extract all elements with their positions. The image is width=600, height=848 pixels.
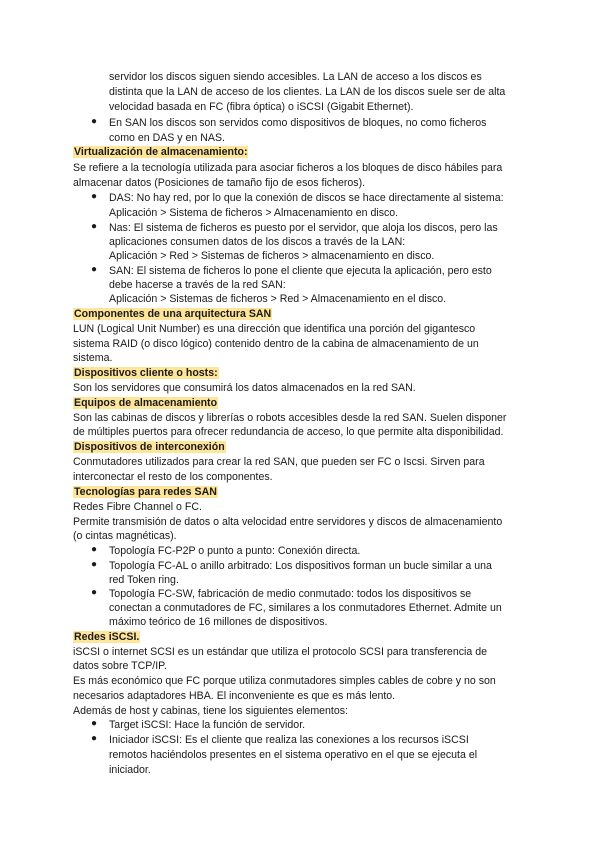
text-line: iSCSI o internet SCSI es un estándar que utiliza el protocolo SCSI para transferencia de (73, 646, 487, 658)
section-heading: Virtualización de almacenamiento: (74, 146, 248, 158)
bullet-icon: ● (91, 544, 98, 555)
section-heading: Componentes de una arquitectura SAN (74, 308, 272, 320)
text-line: distinta que la LAN de acceso de los clientes. La LAN de los discos suele ser de alta (109, 86, 506, 98)
text-line: Es más económico que FC porque utiliza conmutadores simples cables de cobre y no son (73, 675, 496, 687)
text-line: necesarios adaptadores HBA. El inconveniente es que es más lento. (73, 690, 396, 702)
list-item: Iniciador iSCSI: Es el cliente que realiza las conexiones a los recursos iSCSI (109, 734, 469, 746)
list-item: Aplicación > Red > Sistemas de ficheros > almacenamiento en disco. (109, 250, 435, 262)
text-line: servidor los discos siguen siendo accesibles. La LAN de acceso a los discos es (109, 71, 482, 83)
text-line: Redes Fibre Channel o FC. (73, 501, 202, 513)
section-heading: Equipos de almacenamiento (74, 397, 218, 409)
bullet-icon: ● (91, 264, 98, 275)
text-line: Permite transmisión de datos o alta velocidad entre servidores y discos de almacenamiento (73, 516, 503, 528)
section-heading: Dispositivos cliente o hosts: (74, 367, 218, 379)
list-item: Target iSCSI: Hace la función de servidor. (109, 719, 306, 731)
list-item: Aplicación > Sistema de ficheros > Almacenamiento en disco. (109, 207, 399, 219)
bullet-icon: ● (91, 718, 98, 729)
list-item: En SAN los discos son servidos como dispositivos de bloques, no como ficheros (109, 117, 487, 129)
list-item: Topología FC-SW, fabricación de medio conmutado: todos los dispositivos se (109, 588, 472, 600)
text-line: de múltiples puertos para ofrecer redundancia de acceso, lo que permite alta disponibilidad. (73, 426, 504, 438)
text-line: sistema. (73, 352, 113, 364)
list-item: aplicaciones consumen datos de los discos a través de la LAN: (109, 236, 406, 248)
bullet-icon: ● (91, 116, 98, 127)
text-line: (o cintas magnéticas). (73, 530, 177, 542)
list-item: Topología FC-AL o anillo arbitrado: Los dispositivos forman un bucle similar a una (109, 560, 492, 572)
text-line: Son los servidores que consumirá los datos almacenados en la red SAN. (73, 382, 416, 394)
text-line: datos sobre TCP/IP. (73, 660, 167, 672)
list-item: debe hacerse a través de la red SAN: (109, 279, 286, 291)
text-line: Conmutadores utilizados para crear la red SAN, que pueden ser FC o Iscsi. Sirven para (73, 456, 485, 468)
list-item: conectan a conmutadores de FC, similares a los conmutadores Ethernet. Admite un (109, 602, 502, 614)
text-line: Se refiere a la tecnología utilizada para asociar ficheros a los bloques de disco hábiles para (73, 162, 503, 174)
list-item: como en DAS y en NAS. (109, 132, 225, 144)
list-item: DAS: No hay red, por lo que la conexión de discos se hace directamente al sistema: (109, 192, 504, 204)
section-heading: Redes iSCSI. (74, 631, 140, 643)
bullet-icon: ● (91, 733, 98, 744)
section-heading: Dispositivos de interconexión (74, 441, 225, 453)
list-item: Aplicación > Sistemas de ficheros > Red > Almacenamiento en el disco. (109, 293, 447, 305)
bullet-icon: ● (91, 587, 98, 598)
bullet-icon: ● (91, 191, 98, 202)
list-item: Nas: El sistema de ficheros es puesto por el servidor, que aloja los discos, pero las (109, 222, 498, 234)
section-heading: Tecnologías para redes SAN (74, 486, 217, 498)
text-line: sistema RAID (o disco lógico) contenido dentro de la cabina de almacenamiento de un (73, 338, 479, 350)
list-item: Topología FC-P2P o punto a punto: Conexión directa. (109, 545, 361, 557)
list-item: máximo teórico de 16 millones de dispositivos. (109, 616, 328, 628)
text-line: almacenar datos (Posiciones de tamaño fijo de esos ficheros). (73, 177, 366, 189)
text-line: interconectar el resto de los componentes. (73, 471, 273, 483)
bullet-icon: ● (91, 221, 98, 232)
bullet-icon: ● (91, 559, 98, 570)
text-line: Son las cabinas de discos y librerías o robots accesibles desde la red SAN. Suelen disponer (73, 412, 507, 424)
text-line: velocidad basada en FC (fibra óptica) o iSCSI (Gigabit Ethernet). (109, 101, 414, 113)
list-item: red Token ring. (109, 574, 179, 586)
text-line: LUN (Logical Unit Number) es una dirección que identifica una porción del gigantesco (73, 323, 476, 335)
text-line: Además de host y cabinas, tiene los siguientes elementos: (73, 705, 349, 717)
list-item: iniciador. (109, 764, 151, 776)
list-item: SAN: El sistema de ficheros lo pone el cliente que ejecuta la aplicación, pero esto (109, 265, 492, 277)
list-item: remotos haciéndolos presentes en el sistema operativo en el que se ejecuta el (109, 749, 478, 761)
